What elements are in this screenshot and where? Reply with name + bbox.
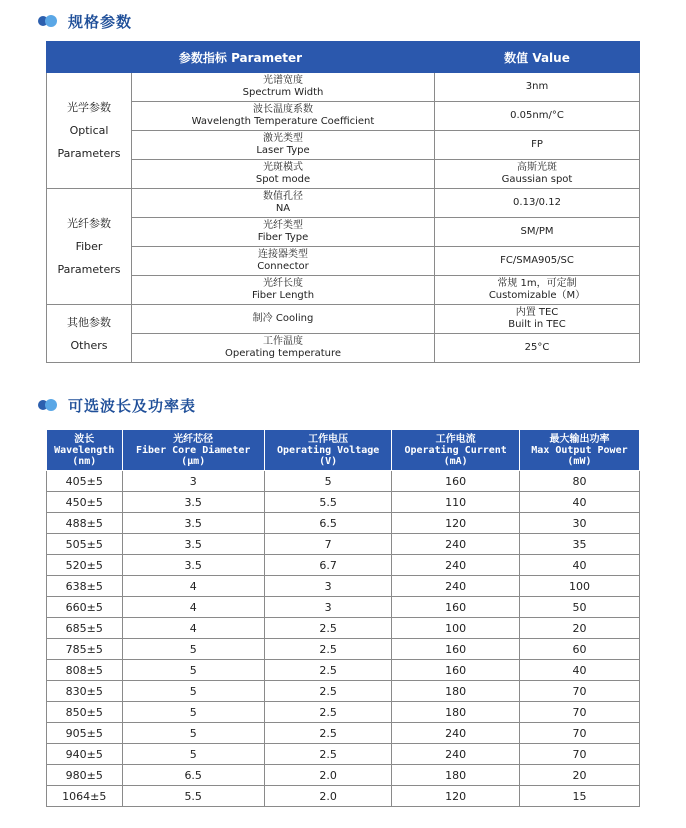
spec-param	[132, 131, 435, 160]
spec-header-value: 数值 Value	[435, 42, 640, 73]
header-unit: (μm)	[181, 455, 206, 467]
wl-cell: 520±5	[47, 555, 123, 576]
wl-cell: 50	[519, 597, 639, 618]
wl-cell: 70	[519, 681, 639, 702]
value-line: Built in TEC	[508, 319, 566, 330]
spec-param	[132, 276, 435, 305]
param-en: Operating temperature	[224, 348, 342, 359]
value-line: 0.05nm/°C	[510, 110, 564, 121]
spec-param	[132, 160, 435, 189]
wl-cell: 2.0	[264, 765, 392, 786]
param-en: Wavelength Temperature Coefficient	[191, 116, 375, 127]
wl-cell: 940±5	[47, 744, 123, 765]
header-zh: 工作电流	[435, 433, 476, 445]
wl-cell: 5	[122, 639, 264, 660]
wl-cell: 5	[264, 471, 392, 492]
spec-value	[435, 218, 640, 247]
wl-cell: 240	[392, 555, 520, 576]
header-zh: 最大输出功率	[549, 433, 610, 445]
wl-row	[47, 534, 640, 555]
wl-row	[47, 555, 640, 576]
wl-cell: 60	[519, 639, 639, 660]
param-en: NA	[275, 203, 291, 214]
spec-value	[435, 305, 640, 334]
spec-param	[132, 218, 435, 247]
wl-cell: 4	[122, 618, 264, 639]
wl-row	[47, 618, 640, 639]
wl-cell: 5	[122, 681, 264, 702]
spec-row	[47, 276, 640, 305]
wl-cell: 100	[519, 576, 639, 597]
spec-table	[46, 41, 640, 363]
wl-row	[47, 723, 640, 744]
wl-cell: 240	[392, 723, 520, 744]
wl-cell: 120	[392, 786, 520, 807]
wl-cell: 180	[392, 765, 520, 786]
wl-cell: 2.5	[264, 723, 392, 744]
wl-cell: 80	[519, 471, 639, 492]
param-en: Fiber Length	[251, 290, 315, 301]
header-en: Operating Voltage	[276, 444, 380, 456]
param-en: Laser Type	[256, 145, 310, 156]
wl-row	[47, 576, 640, 597]
wl-cell: 35	[519, 534, 639, 555]
wl-cell: 70	[519, 723, 639, 744]
spec-value	[435, 276, 640, 305]
wl-cell: 5	[122, 723, 264, 744]
value-line: 25°C	[524, 342, 550, 353]
wl-cell: 2.0	[264, 786, 392, 807]
wl-cell: 685±5	[47, 618, 123, 639]
spec-section-title	[38, 9, 132, 33]
value-line: FC/SMA905/SC	[500, 255, 574, 266]
wl-cell: 160	[392, 597, 520, 618]
spec-value	[435, 189, 640, 218]
wl-cell: 2.5	[264, 681, 392, 702]
wavelength-table	[46, 430, 640, 807]
wl-row	[47, 660, 640, 681]
spec-category	[47, 189, 132, 305]
spec-category	[47, 305, 132, 363]
spec-row	[47, 73, 640, 102]
param-zh: 工作温度	[263, 336, 303, 347]
wl-cell: 980±5	[47, 765, 123, 786]
header-en: Wavelength	[54, 444, 115, 456]
wl-cell: 2.5	[264, 660, 392, 681]
wl-row	[47, 513, 640, 534]
header-zh: 波长	[74, 433, 95, 445]
wl-cell: 160	[392, 471, 520, 492]
spec-row	[47, 160, 640, 189]
header-unit: (nm)	[72, 455, 97, 467]
wl-cell: 808±5	[47, 660, 123, 681]
wl-row	[47, 597, 640, 618]
spec-row	[47, 131, 640, 160]
wl-header-cell	[392, 430, 520, 471]
wl-cell: 3.5	[122, 555, 264, 576]
wl-cell: 785±5	[47, 639, 123, 660]
wl-cell: 160	[392, 660, 520, 681]
spec-row	[47, 247, 640, 276]
header-unit: (mA)	[443, 455, 468, 467]
wl-cell: 488±5	[47, 513, 123, 534]
header-en: Operating Current	[404, 444, 507, 456]
wl-cell: 70	[519, 744, 639, 765]
wl-cell: 830±5	[47, 681, 123, 702]
spec-row	[47, 334, 640, 363]
wl-cell: 905±5	[47, 723, 123, 744]
wl-cell: 6.5	[264, 513, 392, 534]
wl-header-cell	[264, 430, 392, 471]
param-zh: 激光类型	[263, 133, 303, 144]
wl-cell: 70	[519, 702, 639, 723]
wl-row	[47, 786, 640, 807]
category-en: Parameters	[57, 147, 121, 160]
spec-value	[435, 334, 640, 363]
param-zh: 光谱宽度	[263, 75, 303, 86]
value-line: 高斯光斑	[517, 162, 557, 173]
category-en: Optical	[69, 124, 109, 137]
spec-value	[435, 102, 640, 131]
param-en: Fiber Type	[257, 232, 309, 243]
wl-cell: 2.5	[264, 702, 392, 723]
wl-cell: 180	[392, 702, 520, 723]
wl-cell: 3	[264, 597, 392, 618]
category-en: Fiber	[75, 240, 103, 253]
wl-cell: 3	[264, 576, 392, 597]
wl-cell: 5.5	[122, 786, 264, 807]
spec-value	[435, 131, 640, 160]
wl-cell: 3.5	[122, 492, 264, 513]
wl-cell: 15	[519, 786, 639, 807]
spec-param	[132, 334, 435, 363]
wl-header-cell	[122, 430, 264, 471]
param-zh: 波长温度系数	[253, 104, 313, 115]
wl-cell: 120	[392, 513, 520, 534]
header-en: Fiber Core Diameter	[136, 444, 251, 456]
wl-cell: 3.5	[122, 534, 264, 555]
wl-cell: 2.5	[264, 639, 392, 660]
category-zh: 其他参数	[67, 315, 111, 329]
wl-row	[47, 702, 640, 723]
wl-cell: 638±5	[47, 576, 123, 597]
wl-cell: 5	[122, 702, 264, 723]
wl-row	[47, 765, 640, 786]
wl-cell: 20	[519, 765, 639, 786]
bullet-dots-icon	[38, 14, 62, 28]
wl-cell: 240	[392, 744, 520, 765]
value-line: 0.13/0.12	[513, 197, 561, 208]
spec-category	[47, 73, 132, 189]
spec-value	[435, 73, 640, 102]
wl-cell: 6.7	[264, 555, 392, 576]
wl-section-title-text: 可选波长及功率表	[68, 396, 197, 415]
wl-cell: 405±5	[47, 471, 123, 492]
wl-cell: 5.5	[264, 492, 392, 513]
spec-section-title-text: 规格参数	[68, 12, 133, 31]
wl-cell: 7	[264, 534, 392, 555]
wl-cell: 240	[392, 576, 520, 597]
spec-row	[47, 189, 640, 218]
wl-header-row	[47, 430, 640, 471]
wl-cell: 2.5	[264, 618, 392, 639]
spec-param	[132, 189, 435, 218]
category-zh: 光学参数	[67, 101, 111, 114]
category-en: Others	[70, 338, 108, 352]
value-line: Gaussian spot	[501, 174, 573, 185]
bullet-dots-icon	[38, 398, 62, 412]
wl-cell: 100	[392, 618, 520, 639]
wl-cell: 20	[519, 618, 639, 639]
header-en: Max Output Power	[531, 444, 628, 456]
spec-row	[47, 102, 640, 131]
wl-cell: 160	[392, 639, 520, 660]
spec-row	[47, 305, 640, 334]
spec-header-row	[47, 42, 640, 73]
param-zh: 光纤类型	[263, 220, 303, 231]
header-zh: 光纤芯径	[173, 433, 214, 445]
wl-row	[47, 681, 640, 702]
spec-header-param: 参数指标 Parameter	[47, 42, 435, 73]
wl-cell: 40	[519, 555, 639, 576]
value-line: 3nm	[525, 81, 549, 92]
header-zh: 工作电压	[308, 433, 349, 445]
header-unit: (mW)	[567, 455, 592, 467]
wl-cell: 660±5	[47, 597, 123, 618]
spec-param	[132, 305, 435, 334]
wl-cell: 5	[122, 660, 264, 681]
wl-cell: 240	[392, 534, 520, 555]
wl-header-cell	[519, 430, 639, 471]
wl-row	[47, 639, 640, 660]
wl-cell: 6.5	[122, 765, 264, 786]
wl-cell: 110	[392, 492, 520, 513]
wl-cell: 3.5	[122, 513, 264, 534]
param-en: Connector	[257, 261, 309, 272]
wl-cell: 180	[392, 681, 520, 702]
value-line: Customizable（M）	[488, 290, 586, 301]
value-line: FP	[531, 139, 543, 150]
wl-cell: 1064±5	[47, 786, 123, 807]
spec-param	[132, 73, 435, 102]
value-line: SM/PM	[520, 226, 554, 237]
wl-cell: 850±5	[47, 702, 123, 723]
wl-cell: 505±5	[47, 534, 123, 555]
wl-cell: 2.5	[264, 744, 392, 765]
wl-row	[47, 744, 640, 765]
wl-cell: 30	[519, 513, 639, 534]
wl-section-title	[38, 393, 196, 417]
value-line: 内置 TEC	[515, 307, 559, 318]
param-en: Spectrum Width	[242, 87, 324, 98]
value-line: 常规 1m，可定制	[497, 278, 577, 289]
wl-cell: 40	[519, 492, 639, 513]
wl-cell: 450±5	[47, 492, 123, 513]
spec-row	[47, 218, 640, 247]
param-zh: 数值孔径	[263, 191, 303, 202]
wl-header-cell	[47, 430, 123, 471]
spec-value	[435, 160, 640, 189]
param-zh: 连接器类型	[258, 249, 308, 260]
wl-cell: 3	[122, 471, 264, 492]
param-zh: 光纤长度	[263, 278, 303, 289]
wl-cell: 40	[519, 660, 639, 681]
spec-param	[132, 102, 435, 131]
param-en: Spot mode	[255, 174, 311, 185]
spec-value	[435, 247, 640, 276]
header-unit: (V)	[319, 455, 338, 467]
param-zh: 制冷 Cooling	[252, 313, 314, 324]
category-en: Parameters	[57, 263, 121, 276]
spec-param	[132, 247, 435, 276]
wl-cell: 4	[122, 597, 264, 618]
wl-cell: 4	[122, 576, 264, 597]
category-zh: 光纤参数	[67, 217, 111, 230]
wl-row	[47, 492, 640, 513]
wl-row	[47, 471, 640, 492]
wl-cell: 5	[122, 744, 264, 765]
param-zh: 光斑模式	[263, 162, 303, 173]
